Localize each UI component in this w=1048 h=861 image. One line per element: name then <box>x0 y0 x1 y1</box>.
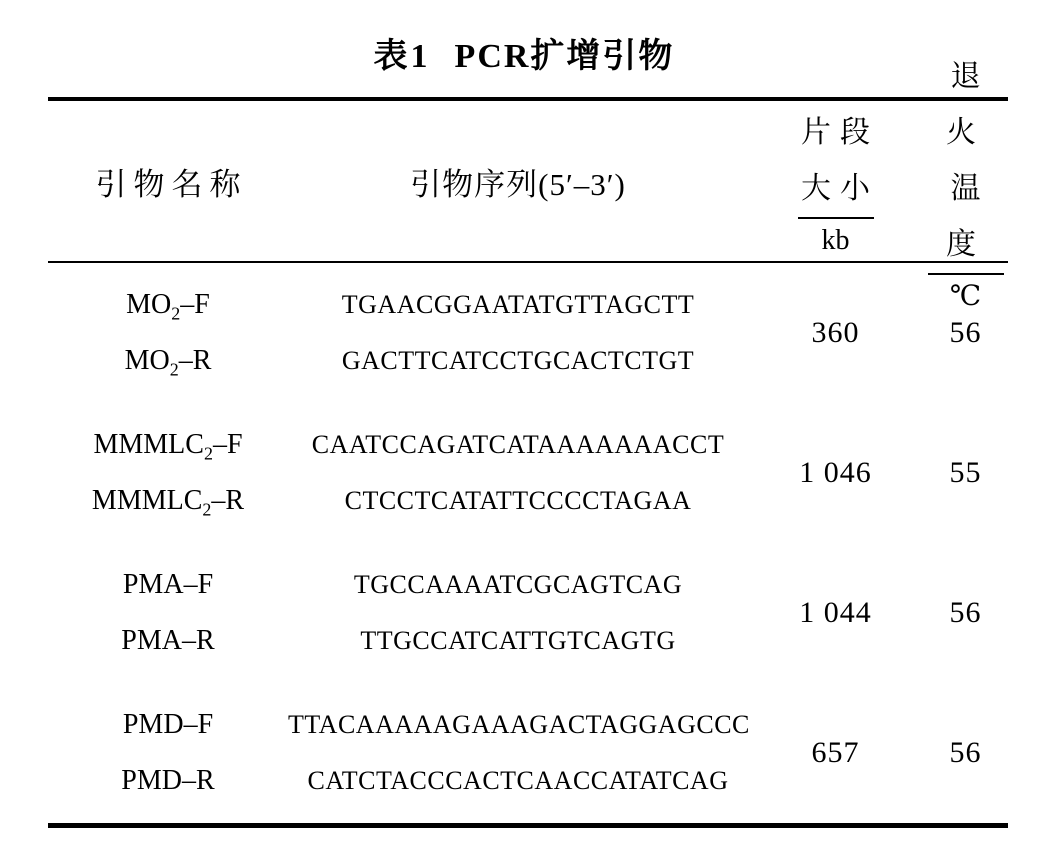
fragment-size-value: 1 044 <box>799 596 872 629</box>
primer-name-column <box>48 277 288 389</box>
primer-sequence-column <box>288 557 748 669</box>
annealing-temp-value: 55 <box>949 456 982 489</box>
col-header-fragment-size <box>748 105 923 258</box>
primer-name-base: MO <box>124 345 170 376</box>
primer-name-suffix: –R <box>178 345 212 376</box>
primer-name <box>48 753 288 809</box>
fragment-size-value: 360 <box>811 316 860 349</box>
primer-group <box>48 543 1008 683</box>
primer-group <box>48 403 1008 543</box>
fragment-size-line2: 大小 <box>801 171 879 205</box>
annealing-temp-line2: 温度 <box>946 171 990 261</box>
primer-name-suffix: –F <box>183 569 214 600</box>
annealing-temp-header-stack <box>923 49 1008 314</box>
annealing-temp-line1: 退火 <box>946 59 990 149</box>
primer-group <box>48 263 1008 403</box>
table-title-text: PCR扩增引物 <box>454 38 675 75</box>
annealing-temp-value: 56 <box>949 736 982 769</box>
primer-name <box>48 333 288 389</box>
primer-name-base: MO <box>126 289 172 320</box>
primer-sequence: CTCCTCATATTCCCCTAGAA <box>344 486 692 515</box>
fragment-size-unit: kb <box>798 217 874 258</box>
primer-name-column <box>48 417 288 529</box>
primer-name-sub: 2 <box>202 499 212 520</box>
primer-name-sub: 2 <box>171 303 181 324</box>
primer-name <box>48 557 288 613</box>
primer-group <box>48 683 1008 823</box>
annealing-temp-value: 56 <box>949 596 982 629</box>
primer-name-base: MMMLC <box>93 429 204 460</box>
primer-sequence: TTACAAAAAGAAAGACTAGGAGCCC <box>288 710 750 739</box>
primer-sequence: CAATCCAGATCATAAAAAAACCT <box>311 430 725 459</box>
primer-sequence-column <box>288 417 748 529</box>
annealing-temp-unit: ℃ <box>928 273 1004 314</box>
col-header-primer-sequence: 引物序列(5′–3′) <box>410 166 626 202</box>
primer-name <box>48 473 288 529</box>
primer-name-suffix: –R <box>182 625 215 656</box>
fragment-size-header-stack <box>748 105 923 258</box>
primer-name-base: PMA <box>122 569 184 600</box>
primer-name-suffix: –R <box>182 765 215 796</box>
primer-name-base: PMD <box>121 765 182 796</box>
fragment-size-value: 1 046 <box>799 456 872 489</box>
primer-name-suffix: –R <box>211 485 245 516</box>
primer-name-base: PMD <box>122 709 184 740</box>
primer-name <box>48 277 288 333</box>
fragment-size-value: 657 <box>811 736 860 769</box>
primer-name-base: PMA <box>121 625 182 656</box>
table-title <box>0 0 1048 77</box>
primer-name-suffix: –F <box>183 709 214 740</box>
fragment-size-line1: 片段 <box>801 115 879 149</box>
primer-sequence: TGCCAAAATCGCAGTCAG <box>353 570 683 599</box>
primer-sequence-column <box>288 277 748 389</box>
annealing-temp-value: 56 <box>949 316 982 349</box>
primer-sequence: TTGCCATCATTGTCAGTG <box>360 626 676 655</box>
primer-table <box>48 59 1008 828</box>
primer-name-column <box>48 697 288 809</box>
primer-name-suffix: –F <box>212 429 243 460</box>
col-header-annealing-temp <box>923 49 1008 314</box>
primer-sequence-column <box>288 697 748 809</box>
primer-name-column <box>48 557 288 669</box>
primer-sequence: CATCTACCCACTCAACCATATCAG <box>307 766 729 795</box>
table-number-label: 表1 <box>373 38 431 75</box>
primer-name-sub: 2 <box>169 359 179 380</box>
primer-name-base: MMMLC <box>91 485 203 516</box>
primer-name <box>48 697 288 753</box>
primer-name-sub: 2 <box>203 443 213 464</box>
primer-sequence: GACTTCATCCTGCACTCTGT <box>341 346 695 375</box>
primer-name-suffix: –F <box>180 289 210 320</box>
primer-name <box>48 417 288 473</box>
primer-name <box>48 613 288 669</box>
primer-sequence: TGAACGGAATATGTTAGCTT <box>341 290 695 319</box>
col-header-primer-name: 引物名称 <box>95 166 248 202</box>
